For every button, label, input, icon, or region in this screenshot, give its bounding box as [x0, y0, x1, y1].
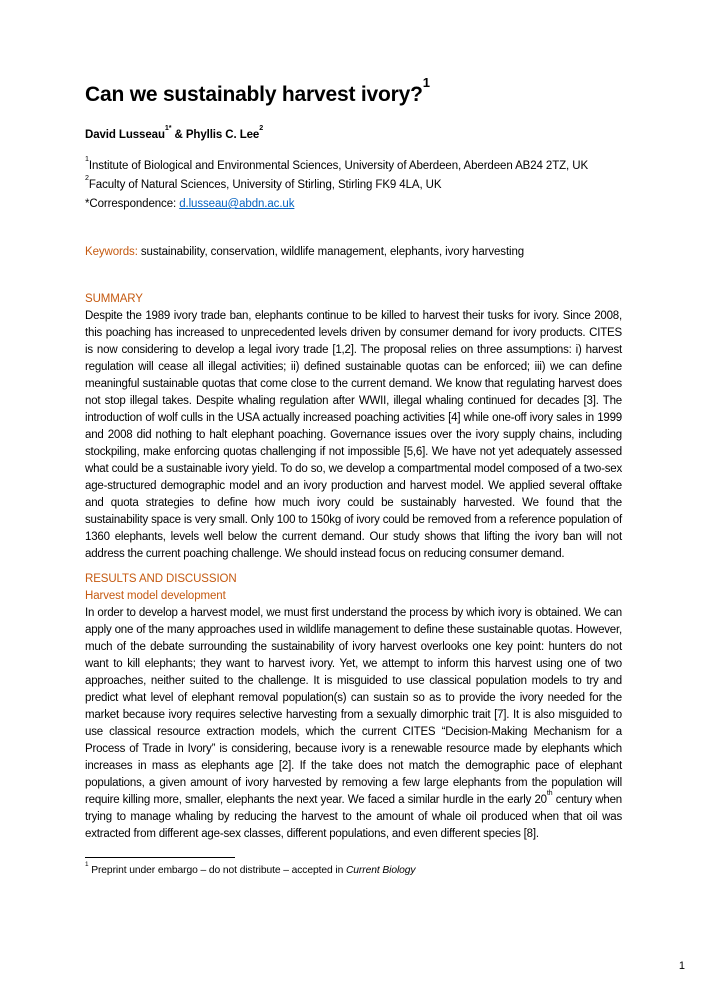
email-link[interactable]: d.lusseau@abdn.ac.uk — [179, 198, 295, 210]
correspondence-label: *Correspondence: — [85, 198, 180, 210]
page-number: 1 — [678, 960, 685, 972]
results-text-1: In order to develop a harvest model, we must first understand the process by which ivory is obtained. We can apply one of the many approaches used in wildlife management to define these sustainable quotas. However, much of the debate surrounding the sustainability of ivory harvest overlooks one key point: hunters do not want to kill elephants; they want to harvest ivory. Yet, we attempt to inform this harvest using one of two approaches, neither suited to the challenge. It is misguided to use classical population models to try and predict what level of elephant removal population(s) can sustain so as to provide the ivory needed for the market because ivory requires selective harvesting from a sexually dimorphic trait [7]. It is also misguided to use classical resource extraction models, which the current CITES “Decision-Making Mechanism for a Process of Trade in Ivory” is considering, because ivory is a renewable resource made by elephants which increases in mass as elephants age [2]. If the take does not match the demographic pace of elephant populations, a given amount of ivory harvested by removing a few large elephants from the population will require killing more, smaller, elephants the next year. We faced a similar hurdle in the early 20 — [85, 607, 622, 806]
affiliation-1-text: Institute of Biological and Environmental Sciences, University of Aberdeen, Aberdeen AB24 2TZ, UK — [88, 160, 589, 172]
affiliation-2-text: Faculty of Natural Sciences, University of Stirling, Stirling FK9 4LA, UK — [88, 179, 442, 191]
keywords-label: Keywords: — [85, 246, 138, 258]
author-1-superscript: 1* — [164, 123, 172, 132]
title-superscript: 1 — [422, 75, 430, 91]
footnote-text — [85, 860, 622, 878]
author-separator: & — [171, 129, 186, 141]
authors-line — [85, 123, 622, 143]
results-heading: RESULTS AND DISCUSSION — [85, 573, 237, 585]
footnote-body: Preprint under embargo – do not distribute – accepted in — [88, 865, 346, 876]
summary-heading: SUMMARY — [85, 293, 143, 305]
title-text: Can we sustainably harvest ivory? — [85, 83, 423, 106]
results-paragraph — [85, 605, 622, 843]
ordinal-superscript: th — [546, 788, 553, 797]
keywords-text: sustainability, conservation, wildlife management, elephants, ivory harvesting — [137, 246, 525, 258]
results-text-2: century when trying to manage whaling by reducing the harvest to the amount of whale oil produced when that oil was extracted from different age-sex classes, different populations, and even different species [8]. — [85, 794, 622, 840]
footnote-area — [85, 857, 622, 878]
author-1: David Lusseau — [85, 129, 165, 141]
affiliation-line-1 — [85, 154, 622, 176]
author-2-superscript: 2 — [259, 123, 264, 132]
correspondence-line — [85, 195, 622, 214]
keywords-line — [85, 244, 622, 261]
results-subheading: Harvest model development — [85, 590, 226, 602]
affiliation-1-superscript: 1 — [85, 154, 89, 163]
affiliation-line-2 — [85, 173, 622, 195]
footnote-superscript: 1 — [85, 860, 89, 868]
affiliation-2-superscript: 2 — [85, 173, 89, 182]
page-title — [85, 75, 622, 107]
footnote-journal: Current Biology — [345, 865, 416, 876]
footnote-rule — [85, 857, 235, 858]
summary-paragraph: Despite the 1989 ivory trade ban, elephants continue to be killed to harvest their tusks for ivory. Since 2008, this poaching has increased to unprecedented levels driven by consumer demand for ivory products. CITES is now considering to develop a legal ivory trade [1,2]. The proposal relies on three assumptions: i) harvest regulation will cease all illegal activities; ii) defined sustainable quotas can be enforced; iii) we can define meaningful sustainable quotas that come close to the current demand. We know that regulating harvest does not stop illegal takes. Despite whaling regulation after WWII, illegal whaling continued for decades [3]. The introduction of wolf culls in the USA actually increased poaching activities [4] while one-off ivory sales in 1999 and 2008 did nothing to halt elephant poaching. Governance issues over the ivory supply chains, including stockpiling, make enforcing quotas challenging if not impossible [5,6]. We have not yet adequately assessed what could be a sustainable ivory yield. To do so, we develop a compartmental model composed of a two-sex age-structured demographic model and an ivory production and harvest model. We applied several offtake and quota strategies to define how much ivory could be sustainably harvested. We found that the sustainability space is very small. Only 100 to 150kg of ivory could be removed from a reference population of 1360 elephants, levels well below the current demand. Our study shows that lifting the ivory ban will not address the current poaching challenge. We should instead focus on reducing consumer demand. — [85, 310, 622, 560]
author-2: Phyllis C. Lee — [185, 129, 260, 141]
affiliations-block — [85, 154, 622, 214]
